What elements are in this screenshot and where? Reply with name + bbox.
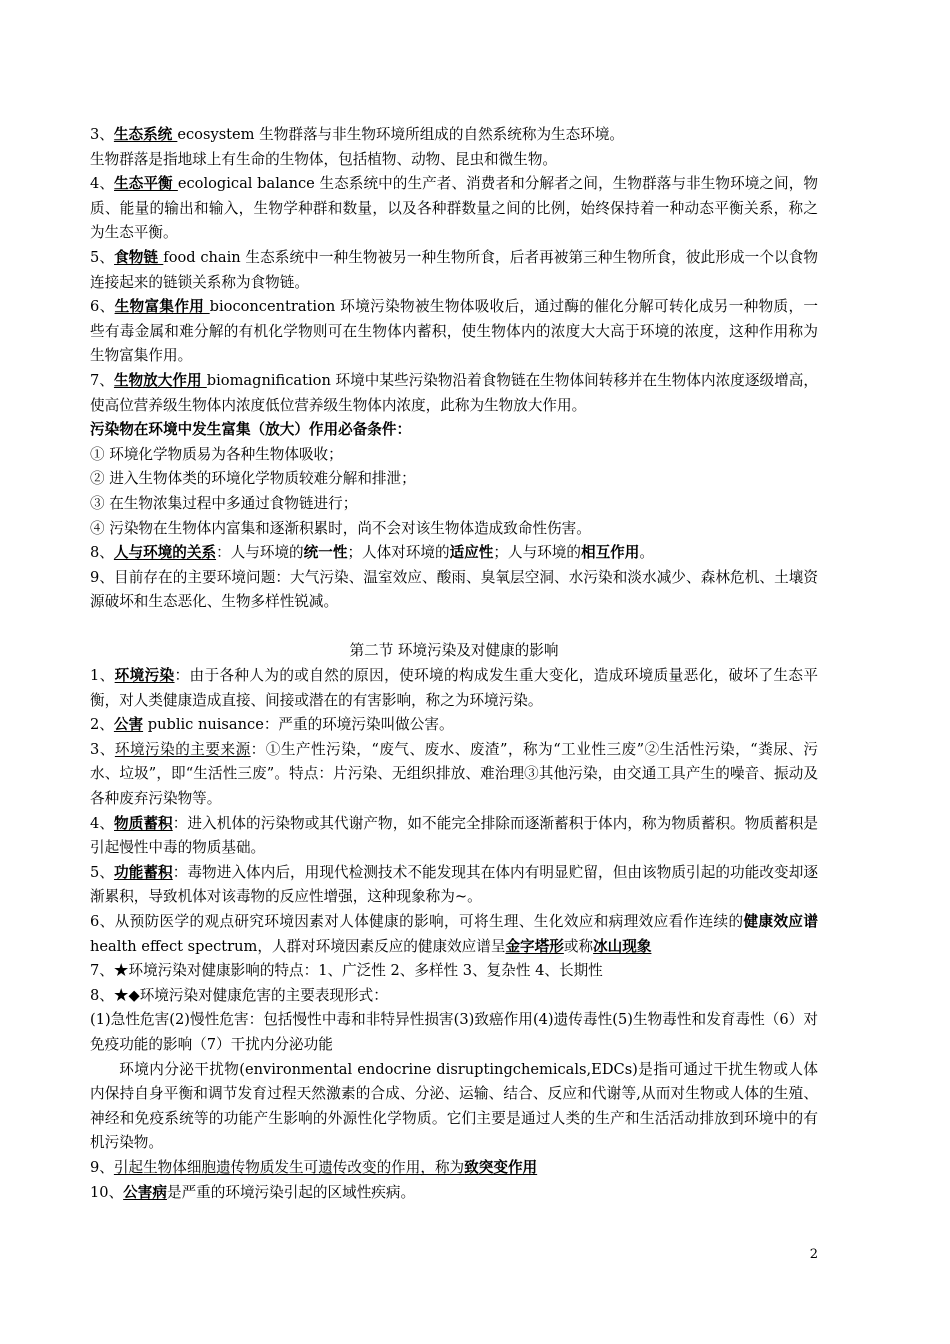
page-number: 2 xyxy=(809,1247,818,1262)
definition-text: ecological balance 生态系统中的生产者、消费者和分解者之间，生物群落与非生物环境之间，物质、能量的输出和输入，生物学种群和数量，以及各种群数量之间的比例，始终保持着一种动态平衡关系，称之为生态平衡。 xyxy=(90,175,818,242)
term-ecological-balance: 生态平衡 xyxy=(114,175,178,193)
item-4 xyxy=(90,172,818,246)
term-biomagnification: 生物放大作用 xyxy=(113,371,207,389)
definition-text: ：进入机体的污染物或其代谢产物，如不能完全排除而逐渐蓄积于体内，称为物质蓄积。物质蓄积是引起慢性中毒的物质基础。 xyxy=(90,814,818,857)
definition-text: ecosystem 生物群落与非生物环境所组成的自然系统称为生态环境。 xyxy=(177,126,625,143)
term-human-environment: 人与环境的关系 xyxy=(113,544,217,562)
keyword-adaptability: 适应性 xyxy=(449,544,494,562)
conditions-title: 污染物在环境中发生富集（放大）作用必备条件： xyxy=(90,421,412,439)
keyword-iceberg: 冰山现象 xyxy=(593,937,652,955)
item-number: 4、 xyxy=(90,175,115,193)
item-number: 5、 xyxy=(90,248,115,266)
keyword-pyramid: 金字塔形 xyxy=(505,937,564,955)
section2-item-8-list: (1)急性危害(2)慢性危害：包括慢性中毒和非特异性损害(3)致癌作用(4)遗传毒性(5)生物毒性和发育毒性（6）对免疫功能的影响（7）干扰内分泌功能 xyxy=(90,1011,818,1053)
item-number: 5、 xyxy=(90,863,115,881)
section2-item-4 xyxy=(90,812,818,861)
item-number: 2、 xyxy=(90,716,114,734)
item-number: 7、 xyxy=(90,371,114,389)
text-segment: 6、从预防医学的观点研究环境因素对人体健康的影响，可将生理、生化效应和病理效应看作连续的 xyxy=(90,913,744,930)
item-number: 4、 xyxy=(90,814,115,832)
item-number: 8、 xyxy=(90,544,114,562)
text-segment: 引起生物体细胞遗传物质发生可遗传改变的作用，称为 xyxy=(113,1158,465,1176)
text-segment: ；人体对环境的 xyxy=(347,544,450,562)
section2-item-7: 7、★环境污染对健康影响的特点：1、广泛性 2、多样性 3、复杂性 4、长期性 xyxy=(90,962,603,980)
text-segment: ：人与环境的 xyxy=(216,544,304,562)
item-number: 10、 xyxy=(90,1183,124,1201)
term-food-chain: 食物链 xyxy=(114,248,164,266)
item-5 xyxy=(90,246,818,295)
item-number: 3、 xyxy=(90,740,115,758)
item-3 xyxy=(90,123,818,148)
item-3-note: 生物群落是指地球上有生命的生物体，包括植物、动物、昆虫和微生物。 xyxy=(90,150,558,168)
definition-text: ：①生产性污染，“废气、废水、废渣”，称为“工业性三废”②生活性污染，“粪尿、污水、垃圾”，即“生活性三废”。特点：片污染、无组织排放、难治理③其他污染，由交通工具产生的噪音、振动及各种废弃污染物等。 xyxy=(90,740,818,808)
item-6 xyxy=(90,295,818,369)
document-page xyxy=(90,123,818,1205)
term-pollution-sources: 环境污染的主要来源 xyxy=(114,740,251,758)
term-bioconcentration: 生物富集作用 xyxy=(114,298,210,316)
keyword-mutagenesis: 致突变作用 xyxy=(464,1158,538,1176)
section2-item-10 xyxy=(90,1181,818,1206)
section2-item-5 xyxy=(90,861,818,910)
condition-1: ① 环境化学物质易为各种生物体吸收； xyxy=(90,445,343,463)
term-functional-accumulation: 功能蓄积 xyxy=(114,863,173,881)
item-8 xyxy=(90,541,818,566)
section2-item-8: 8、★◆环境污染对健康危害的主要表现形式： xyxy=(90,986,388,1004)
condition-4: ④ 污染物在生物体内富集和逐渐积累时，尚不会对该生物体造成致命性伤害。 xyxy=(90,519,591,537)
item-number: 3、 xyxy=(90,126,114,143)
definition-text: ：毒物进入体内后，用现代检测技术不能发现其在体内有明显贮留，但由该物质引起的功能改变却逐渐累积，导致机体对该毒物的反应性增强，这种现象称为~。 xyxy=(90,863,818,906)
term-public-nuisance: 公害 xyxy=(113,716,144,734)
item-number: 6、 xyxy=(90,298,115,316)
edc-paragraph: 环境内分泌干扰物(environmental endocrine disruptingchemicals,EDCs)是指可通过干扰生物或人体内保持自身平衡和调节发育过程天然激素的合成、分泌、运输、结合、反应和代谢等,从而对生物或人体的生殖、神经和免疫系统等的功能产生影响的外源性化学物质。它们主要是通过人类的生产和生活活动排放到环境中的有机污染物。 xyxy=(90,1060,818,1152)
definition-text: 是严重的环境污染引起的区域性疾病。 xyxy=(166,1183,416,1201)
text-segment: health effect spectrum，人群对环境因素反应的健康效应谱呈 xyxy=(90,937,506,955)
section2-item-1 xyxy=(90,664,818,713)
text-segment: 。 xyxy=(639,544,654,562)
term-material-accumulation: 物质蓄积 xyxy=(114,814,173,832)
section2-item-2 xyxy=(90,713,818,738)
blank-line xyxy=(90,615,818,640)
item-number: 9、 xyxy=(90,1158,114,1176)
keyword-interaction: 相互作用 xyxy=(580,544,640,562)
definition-text: biomagnification 环境中某些污染物沿着食物链在生物体间转移并在生物体内浓度逐级增高，使高位营养级生物体内浓度低位营养级生物体内浓度，此称为生物放大作用。 xyxy=(90,371,818,414)
item-number: 1、 xyxy=(90,667,115,685)
section-heading: 第二节 环境污染及对健康的影响 xyxy=(349,642,559,660)
text-segment: 或称 xyxy=(563,937,594,955)
definition-text: food chain 生态系统中一种生物被另一种生物所食，后者再被第三种生物所食，彼此形成一个以食物连接起来的链锁关系称为食物链。 xyxy=(90,248,818,291)
condition-2: ② 进入生物体类的环境化学物质较难分解和排泄； xyxy=(90,470,416,488)
item-7 xyxy=(90,369,818,418)
definition-text: bioconcentration 环境污染物被生物体吸收后，通过酶的催化分解可转化成另一种物质，一些有毒金属和难分解的有机化学物则可在生物体内蓄积，使生物体内的浓度大大高于环境的浓度，这种作用称为生物富集作用。 xyxy=(90,298,818,365)
keyword-health-effect-spectrum: 健康效应谱 xyxy=(743,913,818,930)
definition-text: ：由于各种人为的或自然的原因，使环境的构成发生重大变化，造成环境质量恶化，破坏了生态平衡，对人类健康造成直接、间接或潜在的有害影响，称之为环境污染。 xyxy=(90,667,818,709)
text-segment: ；人与环境的 xyxy=(493,544,581,562)
term-environmental-pollution: 环境污染 xyxy=(114,667,175,685)
item-9: 9、目前存在的主要环境问题：大气污染、温室效应、酸雨、臭氧层空洞、水污染和淡水减少、森林危机、土壤资源破坏和生态恶化、生物多样性锐减。 xyxy=(90,568,818,611)
definition-text: public nuisance：严重的环境污染叫做公害。 xyxy=(143,716,454,734)
section2-item-3 xyxy=(90,738,818,812)
term-pollution-disease: 公害病 xyxy=(123,1183,167,1201)
condition-3: ③ 在生物浓集过程中多通过食物链进行； xyxy=(90,494,358,512)
section2-item-6 xyxy=(90,910,818,959)
term-ecosystem: 生态系统 xyxy=(113,126,178,143)
keyword-unity: 统一性 xyxy=(303,544,348,562)
section2-item-9 xyxy=(90,1156,818,1181)
